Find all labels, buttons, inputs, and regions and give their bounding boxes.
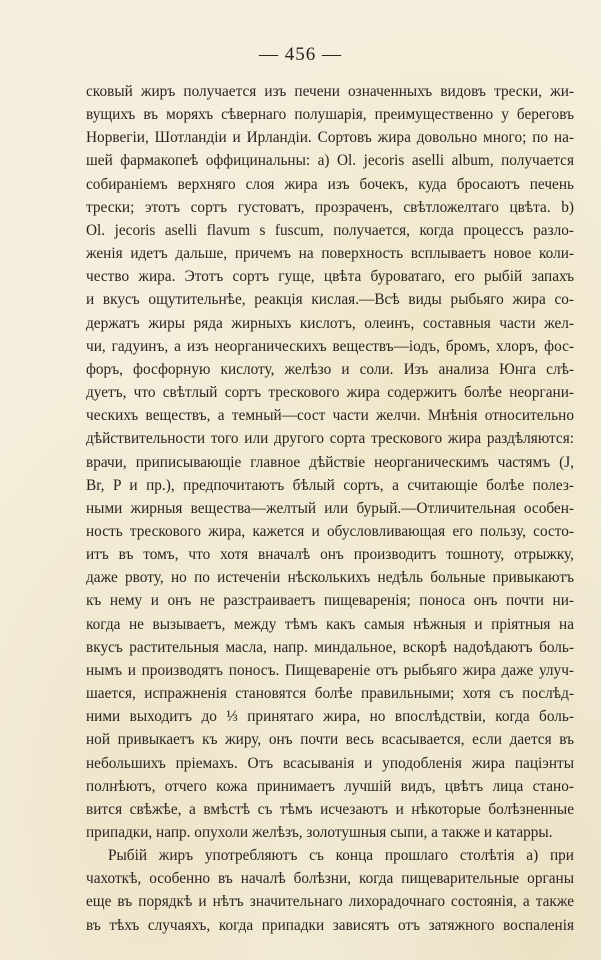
- text-line: вкусъ растительныя масла, напр. миндальное, вскорѣ надоѣдаютъ боль-: [86, 638, 574, 656]
- text-line: дѣйствительности того или другого сорта трескового жира раздѣляются:: [86, 430, 574, 448]
- text-line: чество жира. Этотъ сортъ гуще, цвѣта буроватаго, его рыбій запахъ: [86, 268, 574, 286]
- text-line: небольшихъ пріемахъ. Отъ всасыванія и уподобленія жира паціэнты: [86, 754, 574, 772]
- text-line: нымъ и производятъ поносъ. Пищевареніе отъ рыбьяго жира даже улуч-: [86, 661, 574, 679]
- text-line: врачи, приписывающіе главное дѣйствіе неорганическимъ частямъ (J,: [86, 453, 574, 471]
- text-line: въ тѣхъ случаяхъ, когда припадки зависятъ отъ затяжного воспаленія: [86, 916, 574, 934]
- text-line: шей фармакопеѣ оффицинальны: а) Ol. jecoris aselli album, получается: [86, 152, 574, 170]
- text-line: ними выходитъ до ⅓ принятаго жира, но впослѣдствіи, когда боль-: [86, 708, 574, 726]
- text-line: держатъ жиры ряда жирныхъ кислотъ, олеинъ, составныя части жел-: [86, 314, 574, 332]
- text-line: ность трескового жира, кажется и обусловливающая его пользу, состо-: [86, 522, 574, 540]
- text-line: припадки, напр. опухоли желѣзъ, золотушныя сыпи, а также и катарры.: [86, 824, 553, 841]
- text-line: Ol. jecoris aselli flavum s fuscum, получается, когда процессъ разло-: [86, 221, 574, 239]
- text-line: шается, испражненія становятся болѣе правильными; хотя съ послѣд-: [86, 685, 574, 703]
- text-line: итъ въ томъ, что хотя вначалѣ онъ производитъ тошноту, отрыжку,: [86, 546, 574, 564]
- text-line: даже рвоту, но по истеченіи нѣсколькихъ недѣль больные привыкаютъ: [86, 569, 574, 587]
- page-number: — 456 —: [259, 44, 342, 65]
- text-line: еще въ порядкѣ и нѣтъ значительнаго лихорадочнаго состоянія, а также: [86, 893, 574, 911]
- text-line: собираніемъ верхняго слоя жира изъ бочекъ, куда бросаютъ печень: [86, 175, 574, 193]
- text-line: ной привыкаетъ къ жиру, онъ почти весь всасывается, если дается въ: [86, 731, 574, 749]
- text-line: вущихъ въ моряхъ сѣвернаго полушарія, преимущественно у береговъ: [86, 106, 574, 124]
- text-line: Рыбій жиръ употребляютъ съ конца прошлаго столѣтія а) при: [108, 847, 574, 865]
- text-line: къ нему и онъ не разстраиваетъ пищеваренія; поноса онъ почти ни-: [86, 592, 574, 610]
- text-line: ческихъ веществъ, а темный—сост части желчи. Мнѣнія относительно: [86, 407, 574, 425]
- text-line: женія идетъ дальше, причемъ на поверхность всплываетъ новое коли-: [86, 245, 574, 263]
- text-line: трески; этотъ сортъ густоватъ, прозраченъ, свѣтложелтаго цвѣта. b): [86, 198, 574, 216]
- text-line: ными жирныя вещества—желтый или бурый.—Отличительная особен-: [86, 499, 574, 517]
- text-line: когда не вызываетъ, между тѣмъ какъ самыя нѣжныя и пріятныя на: [86, 615, 574, 633]
- text-line: чи, гадуинъ, а изъ неорганическихъ веществъ—іодъ, бромъ, хлоръ, фос-: [86, 337, 574, 355]
- text-line: полнѣютъ, отчего кожа принимаетъ лучшій видъ, цвѣтъ лица стано-: [86, 777, 574, 795]
- text-line: дуетъ, что свѣтлый сортъ трескового жира содержитъ болѣе неоргани-: [86, 384, 574, 402]
- text-line: вится свѣжѣе, а вмѣстѣ съ тѣмъ исчезаютъ и нѣкоторые болѣзненные: [86, 800, 574, 818]
- text-line: Br, P и пр.), предпочитаютъ бѣлый сортъ, а считающіе болѣе полез-: [86, 476, 574, 494]
- text-line: форъ, фосфорную кислоту, желѣзо и соли. Изъ анализа Юнга слѣ-: [86, 360, 574, 378]
- text-line: и вкусъ ощутительнѣе, реакція кислая.—Всѣ виды рыбьяго жира со-: [86, 291, 574, 309]
- text-line: чахоткѣ, особенно въ началѣ болѣзни, когда пищеварительные органы: [86, 870, 574, 888]
- body-text: [86, 80, 574, 937]
- text-line: сковый жиръ получается изъ печени означенныхъ видовъ трески, жи-: [86, 83, 574, 100]
- text-line: Норвегіи, Шотландіи и Ирландіи. Сортовъ жира довольно много; по на-: [86, 129, 574, 147]
